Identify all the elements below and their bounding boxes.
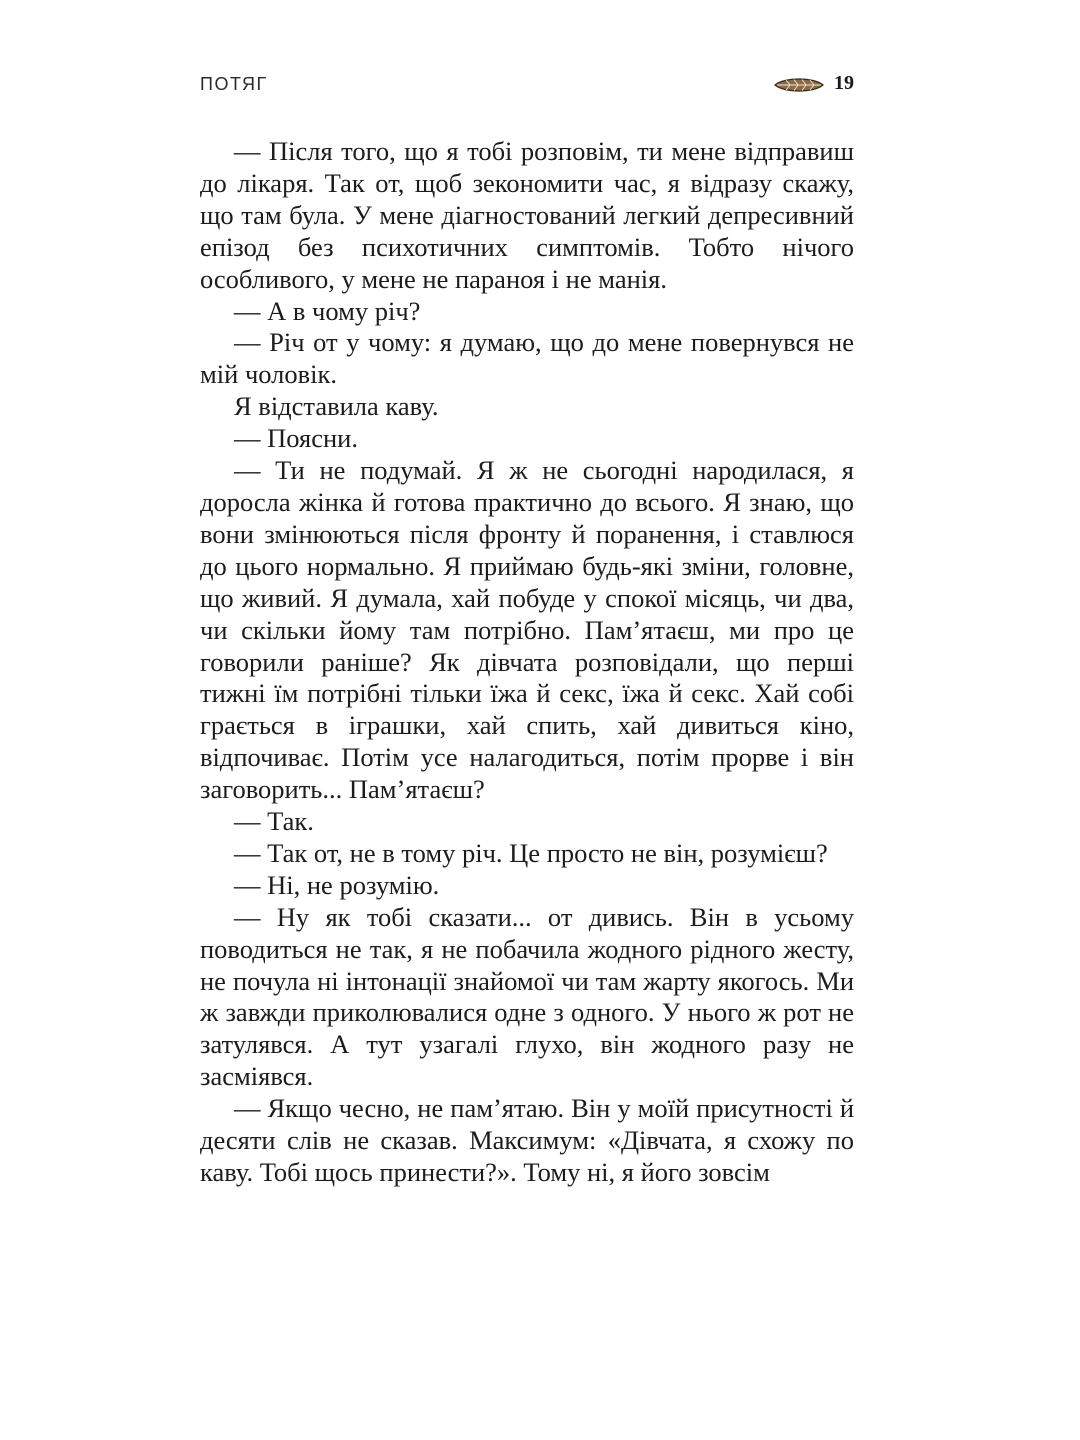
paragraph: — Поясни. [234,423,358,454]
paragraph: — Так от, не в тому річ. Це просто не він, розумієш? [234,837,828,868]
running-head [200,72,854,102]
section-title: ПОТЯГ [200,74,268,94]
paragraph: — Ну як тобі сказати... от дивись. Він в усьому поводиться не так, я не побачила жодного рідного жесту, не почула ні інтонації знайомої чи там жарту якогось. Ми ж завжди приколювалися одне з одного. У нього ж рот не затулявся. А тут узагалі глухо, він жодного разу не засміявся. [200,901,854,1092]
paragraph: — Ти не подумай. Я ж не сьогодні народилася, я доросла жінка й готова практично до всього. Я знаю, що вони змінюються після фронту й поранення, і ставлюся до цього нормально. Я приймаю будь-які зміни, головне, що живий. Я думала, хай побуде у спокої місяць, чи два, чи скільки йому там потрібно. Пам’ятаєш, ми про це говорили раніше? Як дівчата розповідали, що перші тижні їм потрібні тільки їжа й секс, їжа й секс. Хай собі грається в іграшки, хай спить, хай дивиться кіно, відпочиває. Потім усе налагодиться, потім прорве і він заговорить... Пам’ятаєш? [200,455,854,805]
body-text [200,136,854,1189]
paragraph: Я відставила каву. [234,391,439,422]
leaf-ornament-icon [774,76,824,94]
paragraph: — Річ от у чому: я думаю, що до мене повернувся не мій чоловік. [200,327,854,390]
paragraph: — Якщо чесно, не пам’ятаю. Він у моїй присутності й десяти слів не сказав. Максимум: «Дівчата, я схожу по каву. Тобі щось принести?». Тому ні, я його зовсім [200,1093,854,1187]
paragraph: — Ні, не розумію. [234,869,440,900]
paragraph: — Так. [234,806,314,837]
page-number: 19 [834,72,854,94]
paragraph: — Після того, що я тобі розповім, ти мене відправиш до лікаря. Так от, щоб зекономити час, я відразу скажу, що там була. У мене діагностований легкий депресивний епізод без психотичних симптомів. Тобто нічого особливого, у мене не параноя і не манія. [200,136,854,294]
paragraph: — А в чому річ? [234,295,421,326]
